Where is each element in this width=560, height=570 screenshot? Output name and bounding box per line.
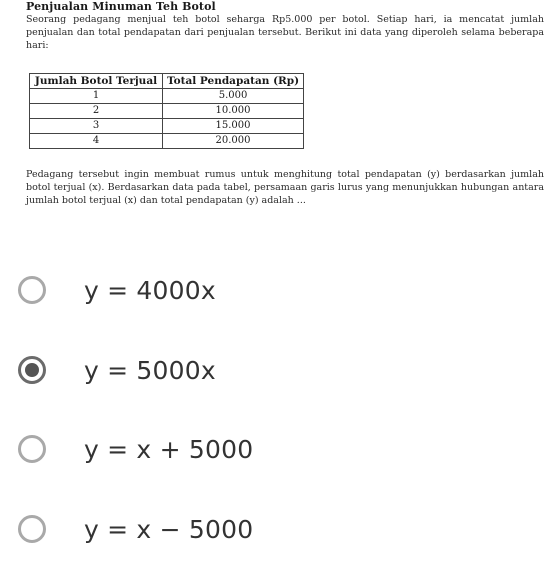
radio-unchecked-icon[interactable] (18, 515, 46, 543)
table-row (30, 89, 304, 104)
table-row (30, 104, 304, 119)
radio-unchecked-icon[interactable] (18, 276, 46, 304)
table-cell: 15.000 (163, 119, 304, 134)
column-header: Jumlah Botol Terjual (30, 74, 163, 89)
table-row (30, 134, 304, 149)
table-cell: 3 (30, 119, 163, 134)
option-a[interactable] (18, 268, 538, 312)
column-header: Total Pendapatan (Rp) (163, 74, 304, 89)
table-row (30, 119, 304, 134)
option-label: y = x − 5000 (84, 514, 254, 544)
option-d[interactable] (18, 507, 538, 551)
option-b[interactable] (18, 348, 538, 392)
question-prompt: Pedagang tersebut ingin membuat rumus untuk menghitung total pendapatan (y) berdasarkan jumlah botol terjual (x). Berdasarkan data pada tabel, persamaan garis lurus yang menunjukkan hubungan antara jumlah botol terjual (x) dan total pendapatan (y) adalah ... (26, 169, 544, 206)
option-label: y = x + 5000 (84, 434, 254, 464)
table-cell: 5.000 (163, 89, 304, 104)
table-cell: 1 (30, 89, 163, 104)
radio-checked-icon[interactable] (18, 356, 46, 384)
radio-unchecked-icon[interactable] (18, 435, 46, 463)
table-header-row (30, 74, 304, 89)
radio-dot (25, 363, 39, 377)
option-label: y = 4000x (84, 275, 216, 305)
option-c[interactable] (18, 427, 538, 471)
question-intro: Seorang pedagang menjual teh botol seharga Rp5.000 per botol. Setiap hari, ia mencatat jumlah penjualan dan total pendapatan dari penjualan tersebut. Berikut ini data yang diperoleh selama beberapa hari: (26, 14, 544, 51)
table-cell: 10.000 (163, 104, 304, 119)
table-cell: 2 (30, 104, 163, 119)
question-title: Penjualan Minuman Teh Botol (26, 0, 216, 13)
option-label: y = 5000x (84, 355, 216, 385)
question-block (26, 0, 544, 206)
table-cell: 4 (30, 134, 163, 149)
data-table (29, 73, 304, 149)
table-cell: 20.000 (163, 134, 304, 149)
